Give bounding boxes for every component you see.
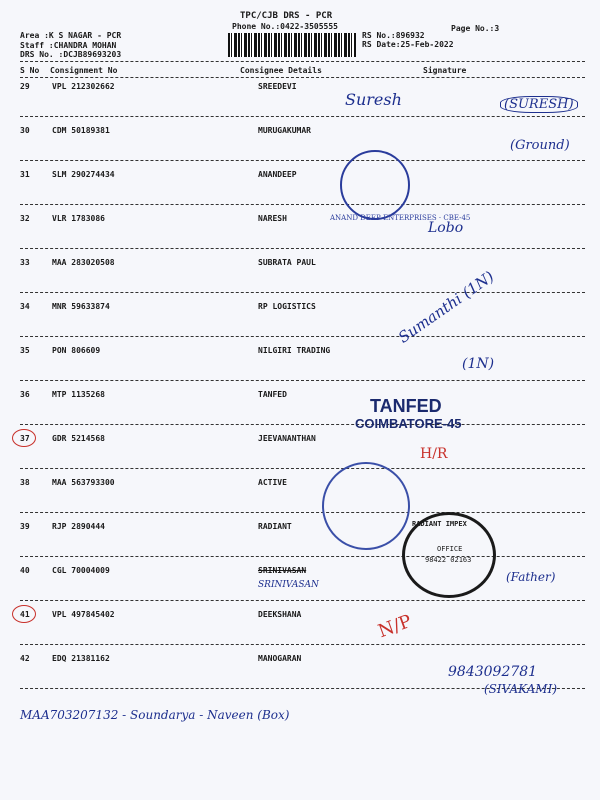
serial-number: 32: [20, 214, 30, 223]
srinivasan-handwriting: SRINIVASAN: [258, 580, 319, 590]
serial-number: 30: [20, 126, 30, 135]
row-divider: [20, 556, 585, 557]
serial-number: 34: [20, 302, 30, 311]
row-divider: [20, 468, 585, 469]
consignment-number: CDM 50189381: [52, 126, 110, 135]
consignment-number: CGL 70004009: [52, 566, 110, 575]
page-number: Page No.:3: [451, 24, 500, 33]
rs-date: RS Date:25-Feb-2022: [362, 40, 454, 49]
consignment-number: MAA 283020508: [52, 258, 115, 267]
divider: [20, 61, 585, 62]
consignment-number: GDR 5214568: [52, 434, 105, 443]
divider: [20, 77, 585, 78]
sivakami-note: (SIVAKAMI): [484, 682, 558, 696]
drs-number: DRS No. :DCJB89693203: [20, 50, 122, 59]
signature-30: (Ground): [510, 138, 570, 153]
row-divider: [20, 600, 585, 601]
col-signature: Signature: [423, 66, 467, 75]
serial-number: 31: [20, 170, 30, 179]
col-sno: S No: [20, 66, 40, 75]
consignment-number: RJP 2890444: [52, 522, 105, 531]
consignment-number: VPL 212302662: [52, 82, 115, 91]
anand-deep-stamp: [340, 150, 410, 220]
radiant-stamp-phone: 98422 02163: [425, 556, 472, 564]
red-circle-37: [12, 429, 36, 447]
serial-number: 38: [20, 478, 30, 487]
doc-title: TPC/CJB DRS - PCR: [240, 11, 333, 21]
phone-number: Phone No.:0422-3505555: [232, 22, 338, 31]
consignee-name: NILGIRI TRADING: [258, 346, 331, 355]
table-row: [0, 214, 600, 230]
rs-number: RS No.:896932: [362, 31, 425, 40]
consignment-number: MAA 563793300: [52, 478, 115, 487]
consignment-number: PON 806609: [52, 346, 101, 355]
barcode: [228, 33, 356, 57]
serial-number: 36: [20, 390, 30, 399]
area-label: Area :K S NAGAR - PCR: [20, 31, 122, 40]
row-divider: [20, 292, 585, 293]
row-divider: [20, 512, 585, 513]
hr-mark: H/R: [420, 446, 448, 462]
row-divider: [20, 380, 585, 381]
consignment-number: SLM 290274434: [52, 170, 115, 179]
serial-number: 33: [20, 258, 30, 267]
consignment-number: VLR 1783086: [52, 214, 105, 223]
consignee-name: ACTIVE: [258, 478, 287, 487]
staff-label: Staff :CHANDRA MOHAN: [20, 41, 117, 50]
phone-handwriting: 9843092781: [448, 664, 538, 680]
consignee-name: RP LOGISTICS: [258, 302, 316, 311]
row-divider: [20, 204, 585, 205]
radiant-stamp-name: RADIANT IMPEX: [412, 520, 467, 528]
table-row: [0, 522, 600, 538]
table-row: [0, 302, 600, 318]
signature-34: Sumanthi (1N): [395, 267, 498, 347]
col-consignee: Consignee Details: [240, 66, 322, 75]
row-divider: [20, 336, 585, 337]
consignee-name: SRINIVASAN: [258, 566, 307, 575]
table-row: [0, 346, 600, 362]
anand-deep-stamp-text: ANAND DEEP ENTERPRISES · CBE-45: [330, 214, 471, 222]
company-seal: [322, 462, 410, 550]
serial-number: 29: [20, 82, 30, 91]
serial-number: 37: [20, 434, 30, 443]
table-row: [0, 434, 600, 450]
signature-29: Suresh: [345, 90, 402, 109]
np-mark: N/P: [375, 610, 415, 643]
radiant-stamp-office: OFFICE: [437, 545, 463, 553]
consignment-number: VPL 497845402: [52, 610, 115, 619]
table-row: [0, 390, 600, 406]
serial-number: 40: [20, 566, 30, 575]
serial-number: 39: [20, 522, 30, 531]
consignee-name: ANANDEEP: [258, 170, 297, 179]
table-row: [0, 82, 600, 98]
serial-number: 42: [20, 654, 30, 663]
consignee-name: MURUGAKUMAR: [258, 126, 311, 135]
row-divider: [20, 644, 585, 645]
consignee-name: DEEKSHANA: [258, 610, 302, 619]
col-consignment: Consignment No: [50, 66, 118, 75]
consignee-name: MANOGARAN: [258, 654, 302, 663]
consignee-name: JEEVANANTHAN: [258, 434, 316, 443]
consignment-number: MTP 1135268: [52, 390, 105, 399]
signature-32: Lobo: [428, 220, 464, 236]
row-divider: [20, 424, 585, 425]
row-divider: [20, 248, 585, 249]
bottom-note: MAA703207132 - Soundarya - Naveen (Box): [20, 708, 290, 722]
table-row: [0, 478, 600, 494]
consignment-number: MNR 59633874: [52, 302, 110, 311]
table-row: [0, 610, 600, 626]
consignment-number: EDQ 21381162: [52, 654, 110, 663]
signature-35: (1N): [462, 356, 495, 372]
consignee-name: TANFED: [258, 390, 287, 399]
tanfed-stamp: TANFED: [370, 396, 442, 416]
serial-number: 35: [20, 346, 30, 355]
tanfed-stamp-city: COIMBATORE-45: [355, 416, 462, 431]
serial-number: 41: [20, 610, 30, 619]
row-divider: [20, 160, 585, 161]
consignee-name: RADIANT: [258, 522, 292, 531]
table-row: [0, 170, 600, 186]
red-circle-41: [12, 605, 36, 623]
table-row: [0, 258, 600, 274]
signature-29-paren: (SURESH): [500, 96, 578, 113]
consignee-name: SREEDEVI: [258, 82, 297, 91]
row-divider: [20, 116, 585, 117]
consignee-name: SUBRATA PAUL: [258, 258, 316, 267]
consignee-name: NARESH: [258, 214, 287, 223]
father-note: (Father): [506, 570, 556, 584]
